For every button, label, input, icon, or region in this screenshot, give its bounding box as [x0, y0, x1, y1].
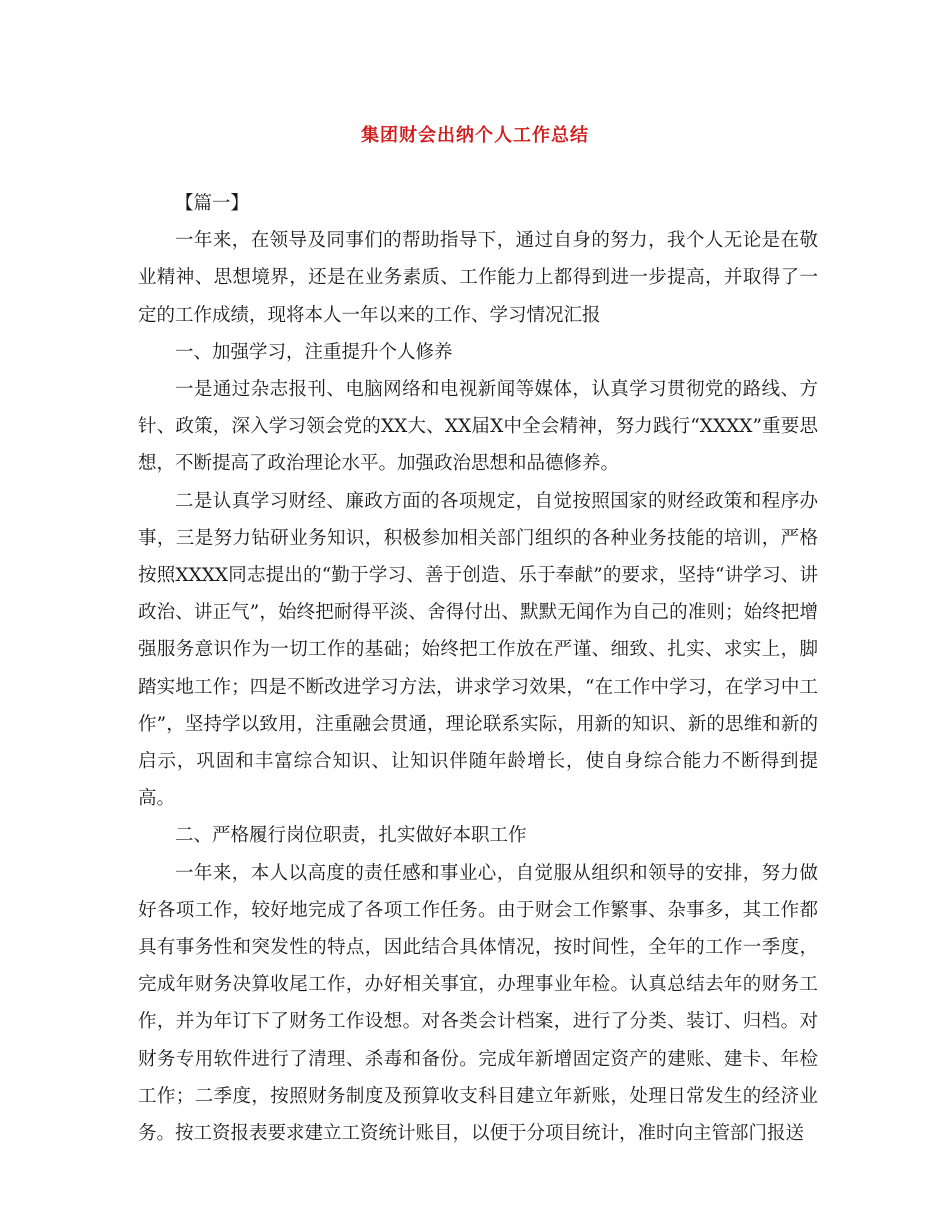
section-marker: 【篇一】 — [175, 193, 250, 214]
paragraph-study-1: 一是通过杂志报刊、电脑网络和电视新闻等媒体，认真学习贯彻党的路线、方针、政策，深入学习领会党的XX大、XX届X中全会精神，努力践行“XXXX”重要思想，不断提高了政治理论水平。加强政治思想和品德修养。 — [138, 379, 818, 475]
paragraph-study-2: 二是认真学习财经、廉政方面的各项规定，自觉按照国家的财经政策和程序办事，三是努力钻研业务知识，积极参加相关部门组织的各种业务技能的培训，严格按照XXXX同志提出的“勤于学习、善于创造、乐于奉献”的要求，坚持“讲学习、讲政治、讲正气”，始终把耐得平淡、舍得付出、默默无闻作为自己的准则；始终把增强服务意识作为一切工作的基础；始终把工作放在严谨、细致、扎实、求实上，脚踏实地工作；四是不断改进学习方法，讲求学习效果，“在工作中学习，在学习中工作”，坚持学以致用，注重融会贯通，理论联系实际，用新的知识、新的思维和新的启示，巩固和丰富综合知识、让知识伴随年龄增长，使自身综合能力不断得到提高。 — [138, 490, 818, 810]
section-heading-2: 二、严格履行岗位职责，扎实做好本职工作 — [175, 825, 527, 847]
paragraph-duties: 一年来，本人以高度的责任感和事业心，自觉服从组织和领导的安排，努力做好各项工作，较好地完成了各项工作任务。由于财会工作繁事、杂事多，其工作都具有事务性和突发性的特点，因此结合具体情况，按时间性，全年的工作一季度，完成年财务决算收尾工作，办好相关事宜，办理事业年检。认真总结去年的财务工作，并为年订下了财务工作设想。对各类会计档案，进行了分类、装订、归档。对财务专用软件进行了清理、杀毒和备份。完成年新增固定资产的建账、建卡、年检工作；二季度，按照财务制度及预算收支科目建立年新账，处理日常发生的经济业务。按工资报表要求建立工资统计账目，以便于分项目统计，准时向主管部门报送 — [138, 862, 818, 1145]
section-heading-1: 一、加强学习，注重提升个人修养 — [175, 341, 453, 363]
document-body — [138, 185, 818, 1152]
document-title: 集团财会出纳个人工作总结 — [361, 125, 589, 146]
paragraph-intro: 一年来，在领导及同事们的帮助指导下，通过自身的努力，我个人无论是在敬业精神、思想境界，还是在业务素质、工作能力上都得到进一步提高，并取得了一定的工作成绩，现将本人一年以来的工作、学习情况汇报 — [138, 230, 818, 326]
